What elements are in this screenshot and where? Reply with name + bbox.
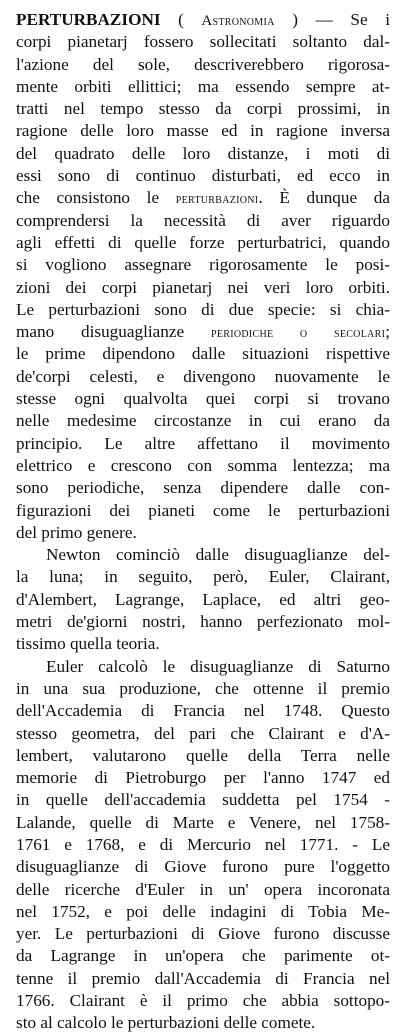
text-line: elettrico e crescono con somma lentezza; ma (16, 455, 390, 475)
text-line: tratti nel tempo stesso da corpi prossimi, in (16, 99, 390, 119)
text-line: Newton cominciò dalle disuguaglianze del- (46, 545, 390, 565)
text-line: le prime dipendono dalle situazioni rispettive (16, 344, 390, 364)
text-line: lembert, valutarono quelle della Terra nelle (16, 745, 390, 765)
text-line: Lalande, quelle di Marte e Venere, nel 1758- (16, 812, 390, 832)
text-line: l'azione del sole, descriverebbero rigorosa- (16, 54, 390, 74)
text-line: in quelle dell'accademia suddetta pel 1754 - (16, 790, 390, 810)
text-line: da Lagrange in un'opera che parimente ot- (16, 946, 390, 966)
text-line: 1766. Clairant è il primo che abbia sottopo- (16, 991, 390, 1011)
text-line: corpi pianetarj fossero sollecitati soltanto dal- (16, 32, 390, 52)
text-line: che consistono le perturbazioni. È dunque da (16, 188, 390, 208)
text-line: disuguaglianze di Giove furono pure l'oggetto (16, 857, 390, 877)
text-line: si vogliono assegnare rigorosamente le posi- (16, 255, 390, 275)
text-line: del quadrato delle loro distanze, i moti di (16, 143, 390, 163)
text-line: agli effetti di quelle forze perturbatrici, quando (16, 232, 390, 252)
text-line: sto al calcolo le perturbazioni delle comete. (16, 1013, 316, 1033)
text-line: tenne il premio dall'Accademia di Francia nel (16, 968, 390, 988)
text-line: nel 1752, e poi delle indagini di Tobia Me- (16, 901, 390, 921)
text-line: comprendersi la necessità di aver riguardo (16, 210, 390, 230)
paragraph-1 (16, 9, 390, 544)
text-line: metri de'giorni nostri, hanno perfezionato mol- (16, 612, 390, 632)
text-line: sono periodiche, senza dipendere dalle con- (16, 478, 390, 498)
text-line: nelle medesime circostanze in cui erano da (16, 411, 390, 431)
text-line: principio. Le altre affettano il movimento (16, 433, 390, 453)
text-line: figurazioni dei pianeti come le perturbazioni (16, 500, 390, 520)
text-line: Le perturbazioni sono di due specie: si chia- (16, 299, 390, 319)
text-line: dell'Accademia di Francia nel 1748. Questo (16, 701, 390, 721)
text-line: 1761 e 1768, e di Mercurio nel 1771. - Le (16, 834, 390, 854)
text-line: d'Alembert, Lagrange, Laplace, ed altri geo- (16, 589, 390, 609)
text-line: mano disuguaglianze periodiche o secolari; (16, 322, 390, 342)
text-line: delle ricerche d'Euler in un' opera incoronata (16, 879, 390, 899)
text-line: Euler calcolò le disuguaglianze di Saturno (46, 656, 390, 676)
text-line: ragione delle loro masse ed in ragione inversa (16, 121, 390, 141)
text-line: stesso geometra, del pari che Clairant e d'A- (16, 723, 390, 743)
text-line: yer. Le perturbazioni di Giove furono discusse (16, 924, 390, 944)
text-line: zioni dei corpi pianetarj nei veri loro orbiti. (16, 277, 390, 297)
text-line: la luna; in seguito, però, Euler, Clairant, (16, 567, 390, 587)
text-line: memorie di Pietroburgo per l'anno 1747 ed (16, 768, 390, 788)
paragraph-3 (16, 656, 390, 1035)
text-line: stesse ogni qualvolta quei corpi si trovano (16, 389, 390, 409)
paragraph-2 (16, 544, 390, 655)
text-line: mente orbiti ellittici; ma essendo sempre at- (16, 76, 390, 96)
text-line: del primo genere. (16, 522, 137, 542)
text-line: essi sono di continuo disturbati, ed ecco in (16, 166, 390, 186)
text-line: de'corpi celesti, e divengono nuovamente le (16, 366, 390, 386)
text-line: tissimo quella teoria. (16, 634, 160, 654)
text-line: PERTURBAZIONI ( Astronomia ) — Se i (16, 10, 390, 29)
text-line: in una sua produzione, che ottenne il premio (16, 678, 390, 698)
